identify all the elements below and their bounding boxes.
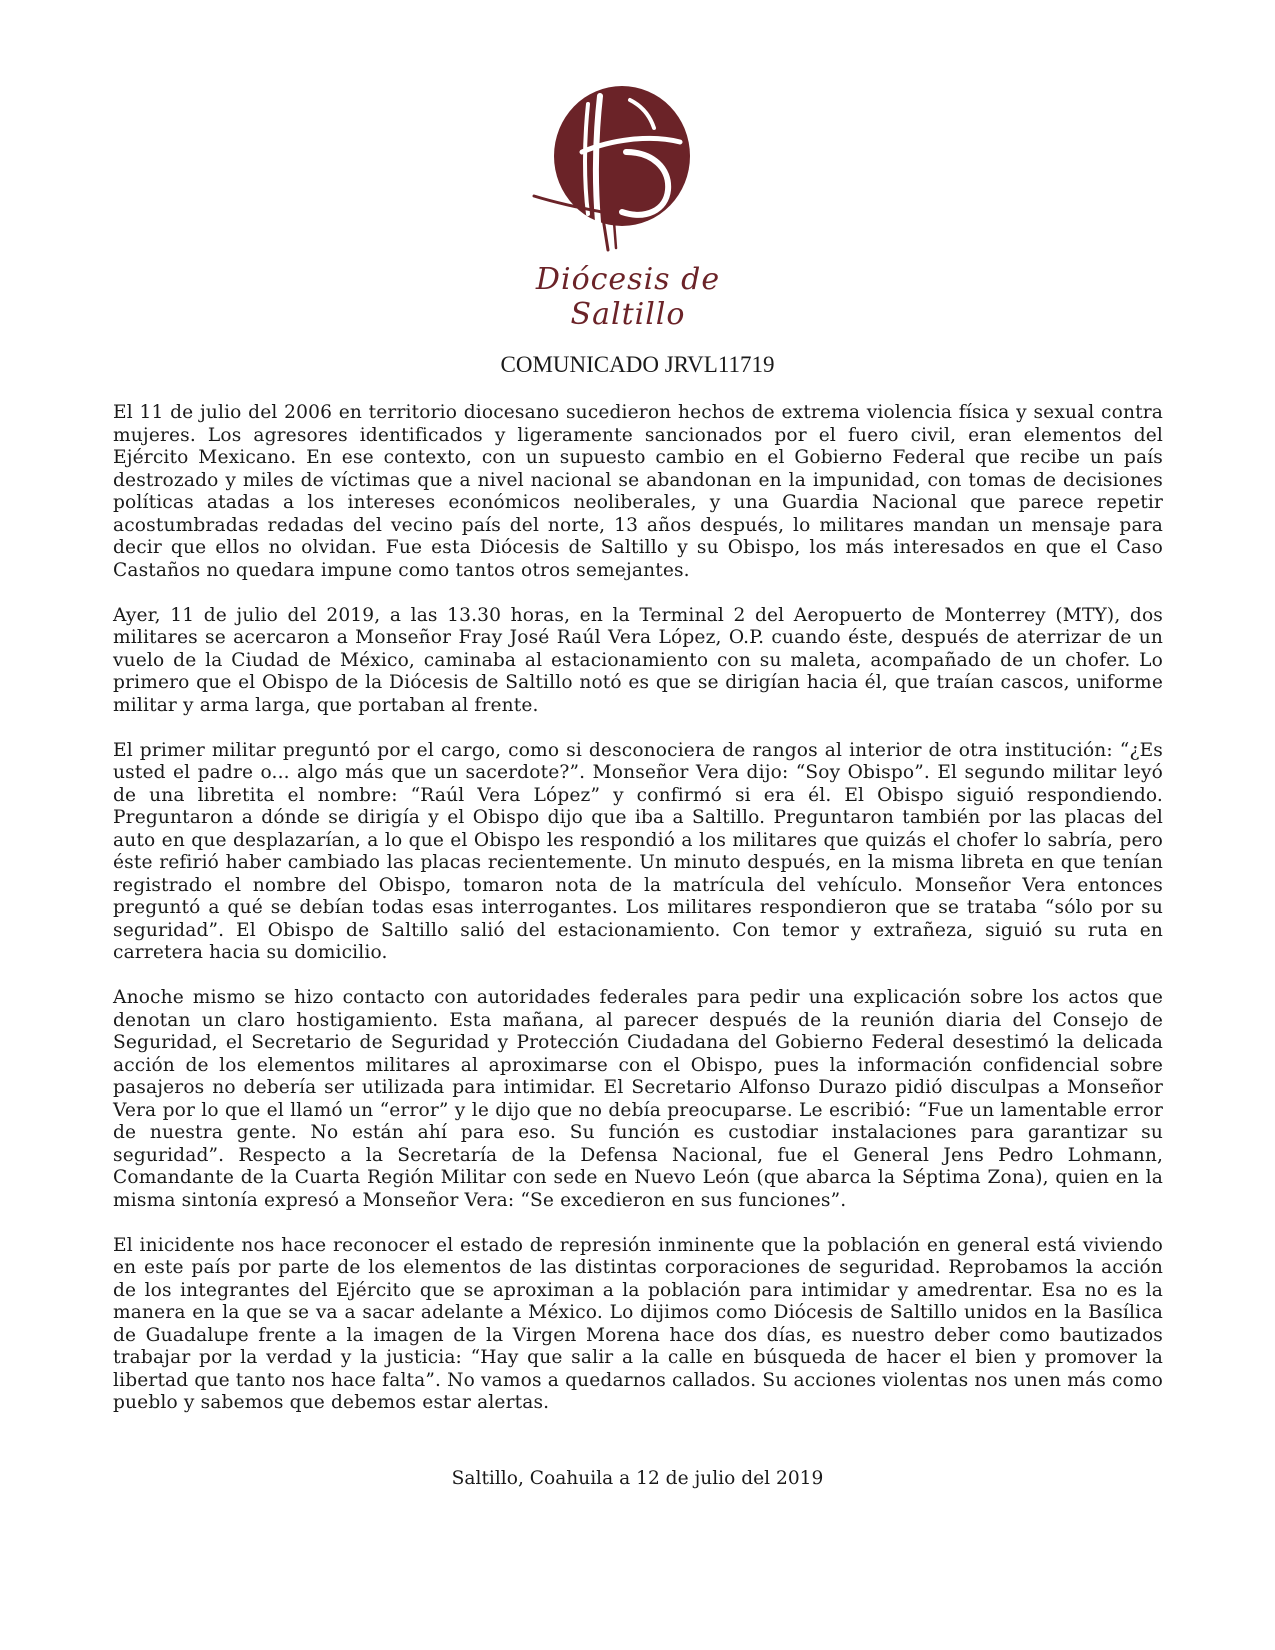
diocese-logo-text: Diócesis de Saltillo [535, 262, 721, 332]
signoff-place-date: Saltillo, Coahuila a 12 de julio del 2019 [451, 1468, 824, 1489]
document-body [113, 402, 1163, 1437]
paragraph-1: El 11 de julio del 2006 en territorio diocesano sucedieron hechos de extrema violencia física y sexual contra mujeres. Los agresores identificados y ligeramente sancionados por el fuero civil, eran elementos del Ejército Mexicano. En ese contexto, con un supuesto cambio en el Gobierno Federal que recibe un país destrozado y miles de víctimas que a nivel nacional se abandonan en la impunidad, con tomas de decisiones políticas atadas a los intereses económicos neoliberales, y una Guardia Nacional que parece repetir acostumbradas redadas del vecino país del norte, 13 años después, lo militares mandan un mensaje para decir que ellos no olvidan. Fue esta Diócesis de Saltillo y su Obispo, los más interesados en que el Caso Castaños no quedara impune como tantos otros semejantes. [113, 402, 1163, 581]
paragraph-5: El inicidente nos hace reconocer el estado de represión inminente que la población en general está viviendo en este país por parte de los elementos de las distintas corporaciones de seguridad. Reprobamos la acción de los integrantes del Ejército que se aproximan a la población para intimidar y amedrentar. Esa no es la manera en la que se va a sacar adelante a México. Lo dijimos como Diócesis de Saltillo unidos en la Basílica de Guadalupe frente a la imagen de la Virgen Morena hace dos días, es nuestro deber como bautizados trabajar por la verdad y la justicia: “Hay que salir a la calle en búsqueda de hacer el bien y promover la libertad que tanto nos hace falta”. No vamos a quedarnos callados. Su acciones violentas nos unen más como pueblo y sabemos que debemos estar alertas. [113, 1234, 1163, 1413]
paragraph-3: El primer militar preguntó por el cargo, como si desconociera de rangos al interior de otra institución: “¿Es usted el padre o... algo más que un sacerdote?”. Monseñor Vera dijo: “Soy Obispo”. El segundo militar leyó de una libretita el nombre: “Raúl Vera López” y confirmó si era él. El Obispo siguió respondiendo. Preguntaron a dónde se dirigía y el Obispo dijo que iba a Saltillo. Preguntaron también por las placas del auto en que desplazarían, a lo que el Obispo les respondió a los militares que quizás el chofer lo sabría, pero éste refirió haber cambiado las placas recientemente. Un minuto después, en la misma libreta en que tenían registrado el nombre del Obispo, tomaron nota de la matrícula del vehículo. Monseñor Vera entonces preguntó a qué se debían todas esas interrogantes. Los militares respondieron que se trataba “sólo por su seguridad”. El Obispo de Saltillo salió del estacionamiento. Con temor y extrañeza, siguió su ruta en carretera hacia su domicilio. [113, 739, 1163, 963]
document-title: COMUNICADO JRVL11719 [500, 352, 775, 377]
paragraph-2: Ayer, 11 de julio del 2019, a las 13.30 horas, en la Terminal 2 del Aeropuerto de Monterrey (MTY), dos militares se acercaron a Monseñor Fray José Raúl Vera López, O.P. cuando éste, después de aterrizar de un vuelo de la Ciudad de México, caminaba al estacionamiento con su maleta, acompañado de un chofer. Lo primero que el Obispo de la Diócesis de Saltillo notó es que se dirigían hacia él, que traían cascos, uniforme militar y arma larga, que portaban al frente. [113, 604, 1163, 716]
diocese-cross-seal-icon [530, 82, 700, 254]
paragraph-4: Anoche mismo se hizo contacto con autoridades federales para pedir una explicación sobre los actos que denotan un claro hostigamiento. Esta mañana, al parecer después de la reunión diaria del Consejo de Seguridad, el Secretario de Seguridad y Protección Ciudadana del Gobierno Federal desestimó la delicada acción de los elementos militares al aproximarse con el Obispo, pues la información confidencial sobre pasajeros no debería ser utilizada para intimidar. El Secretario Alfonso Durazo pidió disculpas a Monseñor Vera por lo que el llamó un “error” y le dijo que no debía preocuparse. Le escribió: “Fue un lamentable error de nuestra gente. No están ahí para eso. Su función es custodiar instalaciones para garantizar su seguridad”. Respecto a la Secretaría de la Defensa Nacional, fue el General Jens Pedro Lohmann, Comandante de la Cuarta Región Militar con sede en Nuevo León (que abarca la Séptima Zona), quien en la misma sintonía expresó a Monseñor Vera: “Se excedieron en sus funciones”. [113, 987, 1163, 1211]
